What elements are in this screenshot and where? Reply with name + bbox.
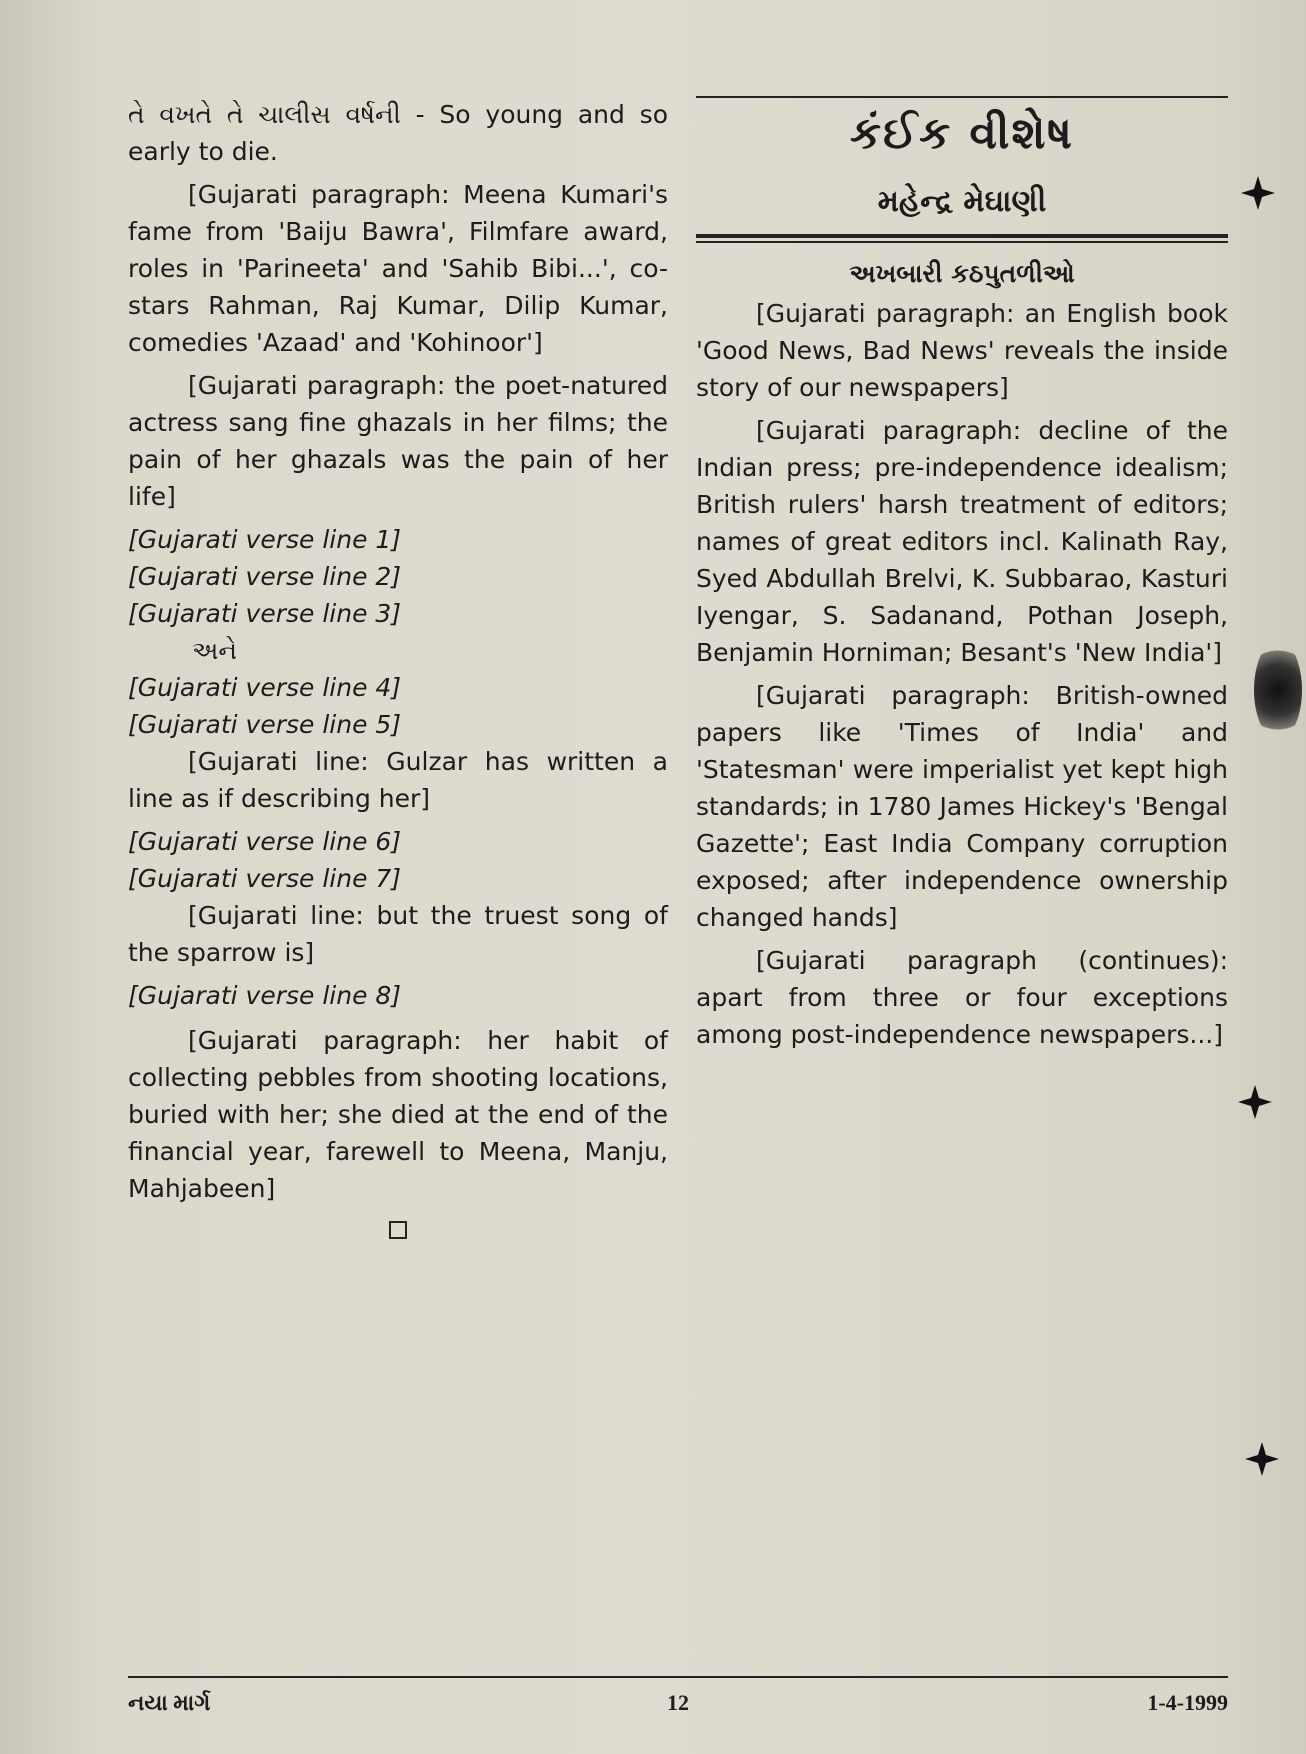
page-footer bbox=[128, 1676, 1228, 1728]
verse-line: [Gujarati verse line 6] bbox=[128, 827, 402, 856]
verse-line: [Gujarati verse line 4] bbox=[128, 673, 402, 702]
paragraph: [Gujarati paragraph: the poet-natured actress sang fine ghazals in her films; the pain of her ghazals was the pain of her life] bbox=[128, 371, 668, 511]
paragraph: [Gujarati paragraph (continues): apart from three or four exceptions among post-independence newspapers...] bbox=[696, 946, 1228, 1049]
punch-hole-icon bbox=[1245, 1442, 1279, 1476]
issue-date: 1-4-1999 bbox=[1147, 1690, 1228, 1715]
paragraph: [Gujarati line: Gulzar has written a line as if describing her] bbox=[128, 747, 668, 813]
punch-hole-icon bbox=[1241, 176, 1275, 210]
verse-block bbox=[128, 521, 668, 743]
paragraph: [Gujarati paragraph: decline of the Indian press; pre-independence idealism; British rulers' harsh treatment of editors; names of great editors incl. Kalinath Ray, Syed Abdullah Brelvi, K. Subbarao, Kasturi Iyengar, S. Sadanand, Pothan Joseph, Benjamin Horniman; Besant's 'New India'] bbox=[696, 416, 1228, 667]
right-column bbox=[696, 96, 1228, 1059]
end-of-article-mark bbox=[389, 1221, 407, 1239]
magazine-name: નયા માર્ગ bbox=[128, 1690, 211, 1715]
punch-hole-icon bbox=[1238, 1085, 1272, 1119]
article-title: અખબારી કઠપુતળીઓ bbox=[849, 259, 1075, 288]
section-title: કંઈક વીશેષ bbox=[850, 108, 1074, 159]
verse-block bbox=[128, 823, 668, 897]
double-rule bbox=[696, 234, 1228, 243]
verse-line: [Gujarati verse line 3] bbox=[128, 599, 402, 628]
paragraph: [Gujarati line: but the truest song of the sparrow is] bbox=[128, 901, 668, 967]
verse-line: [Gujarati verse line 5] bbox=[128, 710, 402, 739]
page-number: 12 bbox=[667, 1690, 689, 1715]
paragraph: [Gujarati paragraph: her habit of collecting pebbles from shooting locations, buried with her; she died at the end of the financial year, farewell to Meena, Manju, Mahjabeen] bbox=[128, 1026, 668, 1203]
verse-line: [Gujarati verse line 8] bbox=[128, 981, 402, 1010]
paragraph: [Gujarati paragraph: Meena Kumari's fame from 'Baiju Bawra', Filmfare award, roles in 'Parineeta' and 'Sahib Bibi...', co-stars Rahman, Raj Kumar, Dilip Kumar, comedies 'Azaad' and 'Kohinoor'] bbox=[128, 180, 668, 357]
verse-connector: અને bbox=[192, 636, 238, 665]
left-column bbox=[128, 96, 668, 1239]
author-name: મહેન્દ્ર મેઘાણી bbox=[877, 184, 1047, 219]
verse-line: [Gujarati verse line 7] bbox=[128, 864, 402, 893]
punch-hole-icon bbox=[1254, 640, 1302, 740]
verse-line: [Gujarati verse line 1] bbox=[128, 525, 402, 554]
verse-line: [Gujarati verse line 2] bbox=[128, 562, 402, 591]
paragraph: [Gujarati paragraph: British-owned papers like 'Times of India' and 'Statesman' were imperialist yet kept high standards; in 1780 James Hickey's 'Bengal Gazette'; East India Company corruption exposed; after independence ownership changed hands] bbox=[696, 681, 1228, 932]
paragraph: તે વખતે તે ચાલીસ વર્ષની - So young and so early to die. bbox=[128, 100, 668, 166]
paragraph: [Gujarati paragraph: an English book 'Good News, Bad News' reveals the inside story of our newspapers] bbox=[696, 299, 1228, 402]
